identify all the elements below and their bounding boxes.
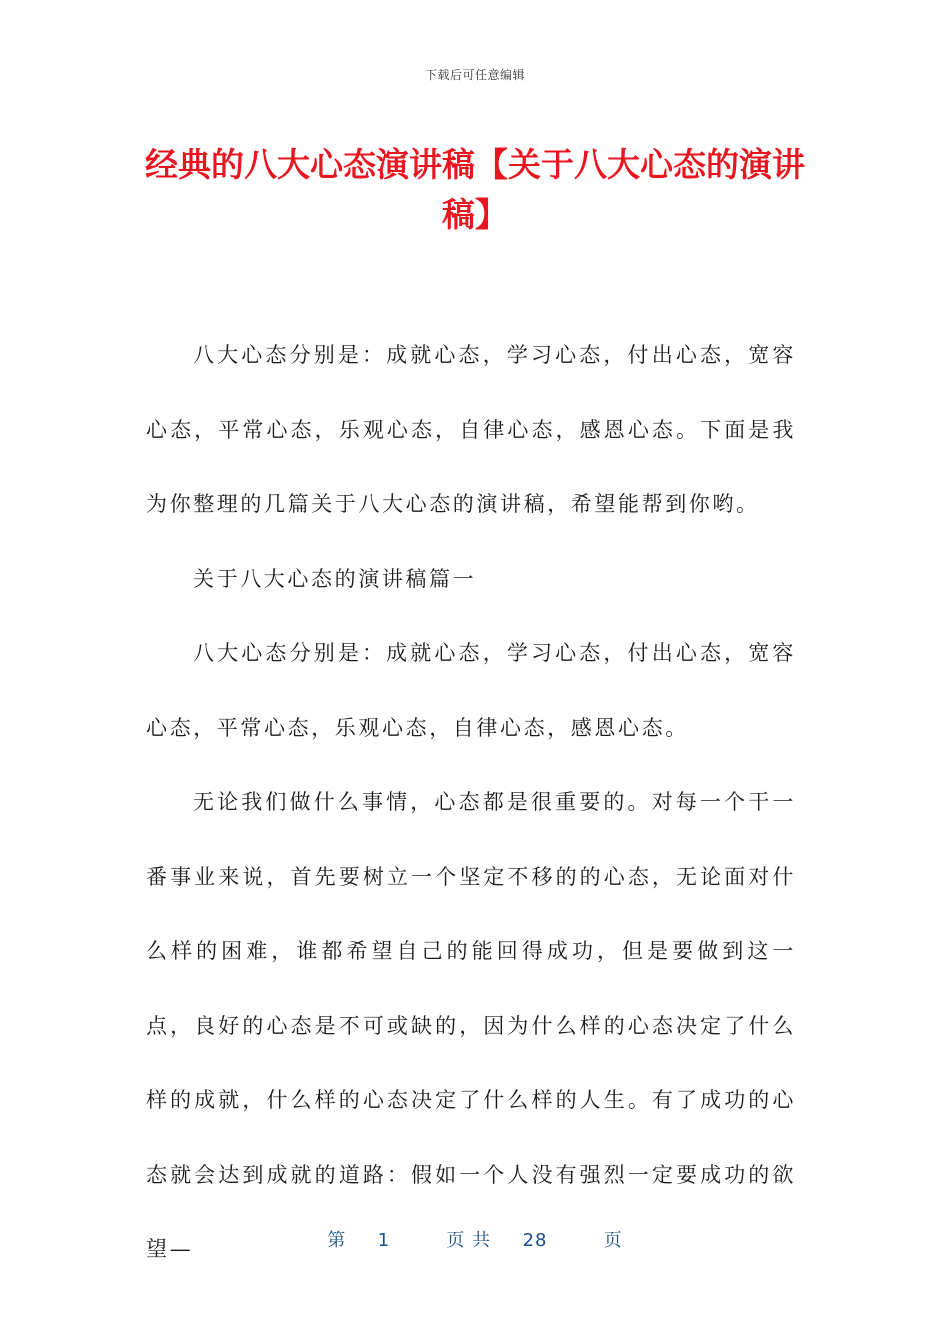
page-footer bbox=[0, 1226, 950, 1252]
paragraph-intro: 八大心态分别是：成就心态，学习心态，付出心态，宽容心态，平常心态，乐观心态，自律心态，感恩心态。下面是我为你整理的几篇关于八大心态的演讲稿，希望能帮到你哟。 bbox=[146, 343, 796, 516]
current-page-number: 1 bbox=[377, 1230, 391, 1251]
footer-prefix: 第 bbox=[327, 1230, 347, 1251]
footer-suffix: 页 bbox=[603, 1230, 623, 1251]
document-body bbox=[146, 318, 796, 1287]
section-heading: 关于八大心态的演讲稿篇一 bbox=[193, 566, 477, 591]
header-note: 下载后可任意编辑 bbox=[424, 68, 525, 82]
paragraph-mindsets: 八大心态分别是：成就心态，学习心态，付出心态，宽容心态，平常心态，乐观心态，自律心态，感恩心态。 bbox=[146, 641, 796, 740]
paragraph-main: 无论我们做什么事情，心态都是很重要的。对每一个干一番事业来说，首先要树立一个坚定不移的的心态，无论面对什么样的困难，谁都希望自己的能回得成功，但是要做到这一点，良好的心态是不可或缺的，因为什么样的心态决定了什么样的成就，什么样的心态决定了什么样的人生。有了成功的心态就会达到成就的道路：假如一个人没有强烈一定要成功的欲望— bbox=[146, 790, 796, 1261]
document-title: 经典的八大心态演讲稿【关于八大心态的演讲稿】 bbox=[145, 145, 805, 234]
total-pages-number: 28 bbox=[522, 1230, 548, 1251]
footer-middle: 页 共 bbox=[446, 1230, 492, 1251]
